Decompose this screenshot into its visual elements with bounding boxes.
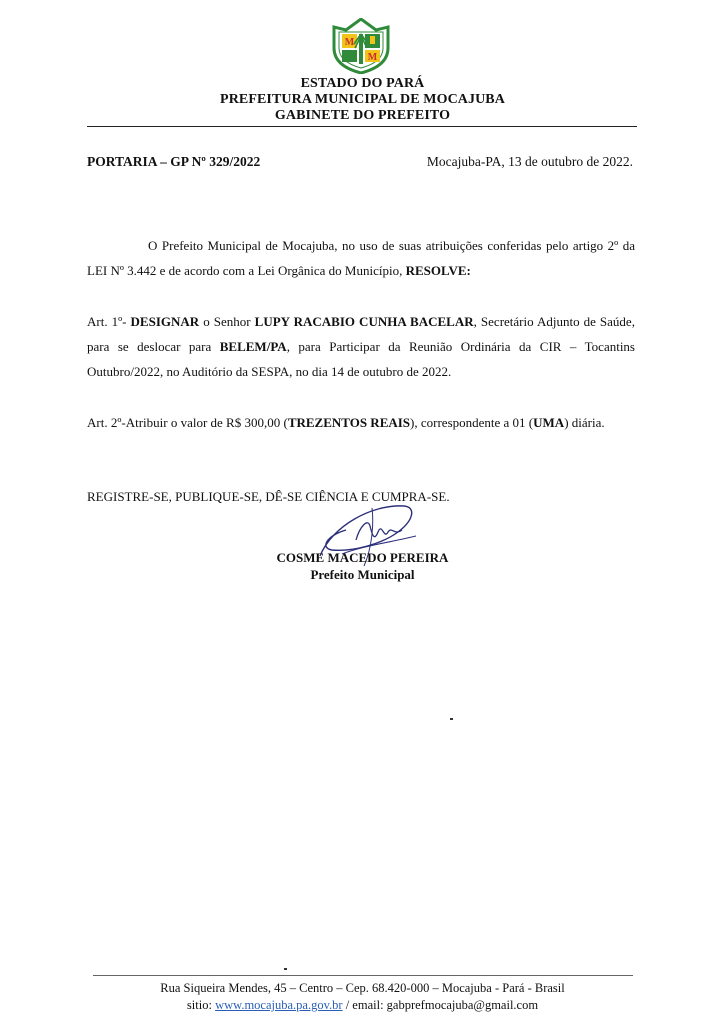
art2-qty-words: UMA [533,415,565,430]
signature-block [0,549,725,583]
header-prefecture: PREFEITURA MUNICIPAL DE MOCAJUBA [220,92,505,107]
art1-prefix: Art. 1º- [87,314,131,329]
municipal-crest-icon [330,18,392,74]
portaria-date: Mocajuba-PA, 13 de outubro de 2022. [426,154,633,169]
intro-paragraph [87,233,635,283]
footer-divider [93,975,633,976]
art2-text-2: ), correspondente a 01 ( [410,415,534,430]
closing-formula: REGISTRE-SE, PUBLIQUE-SE, DÊ-SE CIÊNCIA E CUMPRA-SE. [87,489,450,504]
resolve-keyword: RESOLVE: [405,263,471,278]
footer-address: Rua Siqueira Mendes, 45 – Centro – Cep. 68.420-000 – Mocajuba - Pará - Brasil [160,981,565,995]
header-divider [87,126,637,127]
art2-text-3: ) diária. [564,415,605,430]
art1-place: BELEM/PA [219,339,287,354]
footer-email[interactable]: gabprefmocajuba@gmail.com [386,998,539,1012]
document-footer [0,980,725,1014]
footer-email-label: / email: [342,998,387,1012]
document-header [0,76,725,124]
art1-text-2: , Secretário Adjunto de Saúde, para se deslocar para [87,314,635,354]
portaria-number: PORTARIA – GP Nº 329/2022 [87,154,261,169]
crest-letter-left: M [344,37,355,48]
footer-site-link[interactable]: www.mocajuba.pa.gov.br [215,998,343,1012]
crest-letter-right: M [367,52,378,63]
header-office: GABINETE DO PREFEITO [274,108,451,123]
article-2 [87,410,635,435]
art1-verb: DESIGNAR [130,314,200,329]
art1-person: LUPY RACABIO CUNHA BACELAR [254,314,474,329]
art1-text-3: , para Participar da Reunião Ordinária da CIR – Tocantins Outubro/2022, no Auditório da SESPA, no dia 14 de outubro de 2022. [87,339,635,379]
article-1 [87,309,635,384]
art1-text-1: o Senhor [199,314,255,329]
signer-role: Prefeito Municipal [310,567,415,582]
footer-contact [0,997,725,1014]
art2-amount-words: TREZENTOS REAIS [287,415,411,430]
signer-name: COSME MACEDO PEREIRA [276,550,449,565]
scan-speck [450,718,453,720]
footer-site-label: sitio: [186,998,216,1012]
art2-text-1: Art. 2º-Atribuir o valor de R$ 300,00 ( [87,415,288,430]
header-state: ESTADO DO PARÁ [300,76,425,91]
scan-speck [284,968,287,970]
intro-text: O Prefeito Municipal de Mocajuba, no uso de suas atribuições conferidas pelo artigo 2º da LEI Nº 3.442 e de acordo com a Lei Orgânica do Município, [87,238,635,278]
